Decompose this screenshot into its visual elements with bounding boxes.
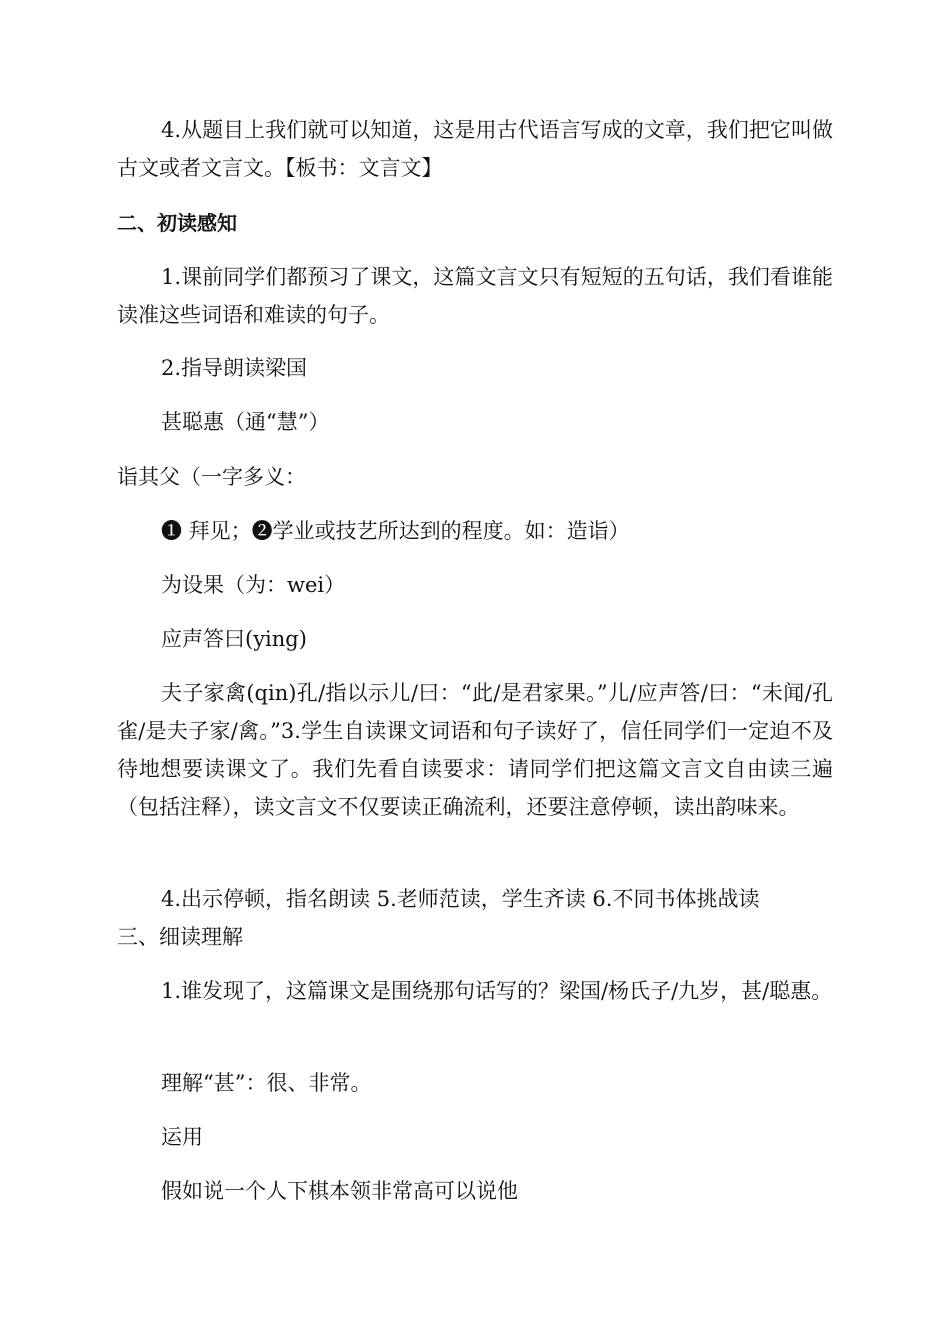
paragraph-yi-meanings: ❶ 拜见；❷学业或技艺所达到的程度。如：造诣） xyxy=(161,519,630,543)
section-heading-close-reading: 三、细读理解 xyxy=(117,925,243,949)
paragraph-reading-steps: 4.出示停顿，指名朗读 5.老师范读，学生齐读 6.不同书体挑战读 xyxy=(161,887,760,911)
paragraph-vocab-cong-hui: 甚聪惠（通“慧”） xyxy=(161,410,330,434)
paragraph-preview-reading: 1.课前同学们都预习了课文，这篇文言文只有短短的五句话，我们看谁能读准这些词语和难读的句子。 xyxy=(117,265,833,327)
paragraph-understand-shen: 理解“甚”：很、非常。 xyxy=(161,1071,372,1095)
paragraph-vocab-yi: 诣其父（一字多义： xyxy=(117,465,306,489)
paragraph-title-explanation: 4.从题目上我们就可以知道，这是用古代语言写成的文章，我们把它叫做古文或者文言文。【板书：文言文】 xyxy=(117,118,833,180)
paragraph-application: 运用 xyxy=(161,1125,203,1149)
section-heading-first-reading: 二、初读感知 xyxy=(117,211,237,235)
paragraph-key-sentence: 1.谁发现了，这篇课文是围绕那句话写的？梁国/杨氏子/九岁，甚/聪惠。 xyxy=(161,979,833,1003)
paragraph-chess-example: 假如说一个人下棋本领非常高可以说他 xyxy=(161,1179,518,1203)
paragraph-vocab-wei: 为设果（为：wei） xyxy=(161,573,346,597)
paragraph-vocab-ying: 应声答曰(ying) xyxy=(161,627,307,651)
paragraph-sentence-pauses: 夫子家禽(qin)孔/指以示儿/曰：“此/是君家果。”儿/应声答/曰：“未闻/孔雀/是夫子家/禽。”3.学生自读课文词语和句子读好了，信任同学们一定迫不及待地想要读课文了。我们先看自读要求：请同学们把这篇文言文自由读三遍（包括注释），读文言文不仅要读正确流利，还要注意停顿，读出韵味来。 xyxy=(117,681,833,819)
paragraph-guided-reading: 2.指导朗读梁国 xyxy=(161,356,308,380)
